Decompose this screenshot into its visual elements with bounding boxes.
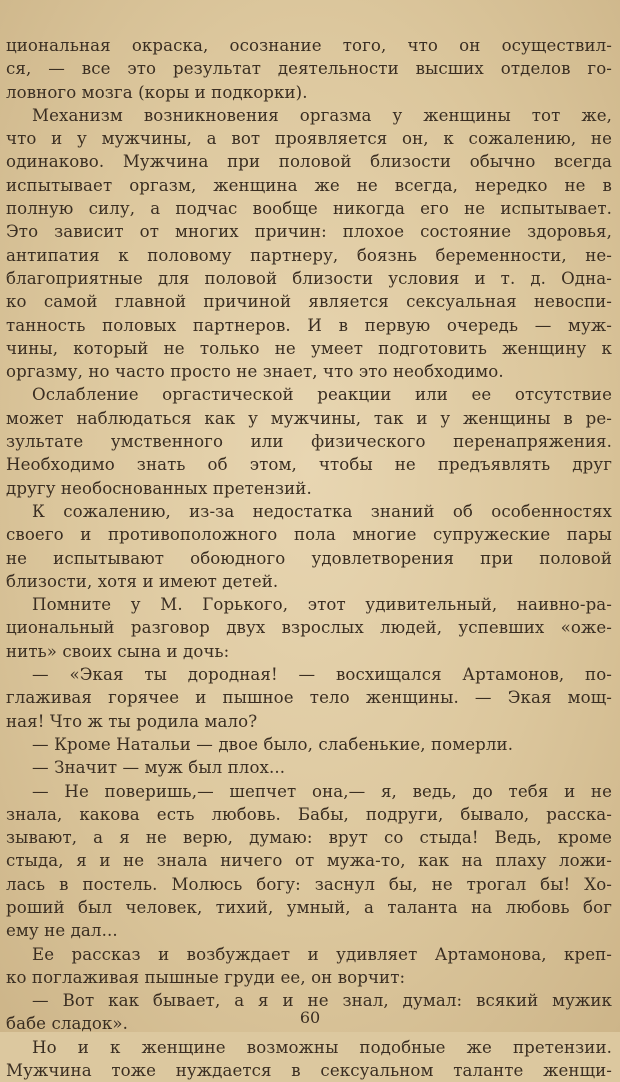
text-line: что и у мужчины, а вот проявляется он, к сожалению, не: [6, 129, 612, 149]
text-line: глаживая горячее и пышное тело женщины. — Экая мощ-: [6, 688, 612, 708]
text-line: одинаково. Мужчина при половой близости обычно всегда: [6, 152, 612, 172]
text-line: роший был человек, тихий, умный, а таланта на любовь бог: [6, 897, 612, 917]
text-line: ная! Что ж ты родила мало?: [6, 711, 258, 731]
text-line: ко самой главной причиной является сексуальная невоспи-: [6, 292, 612, 312]
text-line: Необходимо знать об этом, чтобы не предъявлять друг: [6, 455, 612, 475]
text-line: испытывает оргазм, женщина же не всегда, нередко не в: [6, 175, 612, 195]
text-line: чины, который не только не умеет подготовить женщину к: [6, 338, 612, 358]
text-line: знала, какова есть любовь. Бабы, подруги, бывало, расска-: [6, 804, 612, 824]
text-line: ему не дал...: [6, 921, 118, 941]
text-line: Ее рассказ и возбуждает и удивляет Артамонова, креп-: [32, 944, 612, 964]
text-line: полную силу, а подчас вообще никогда его не испытывает.: [6, 199, 612, 219]
text-line: — «Экая ты дородная! — восхищался Артамонов, по-: [32, 665, 612, 685]
text-line: Мужчина тоже нуждается в сексуальном таланте женщи-: [6, 1061, 612, 1081]
text-line: оргазму, но часто просто не знает, что это необходимо.: [6, 362, 504, 382]
text-line: бабе сладок».: [6, 1014, 129, 1034]
text-line: К сожалению, из-за недостатка знаний об особенностях: [32, 501, 612, 521]
text-line: Это зависит от многих причин: плохое состояние здоровья,: [6, 222, 612, 242]
text-line: стыда, я и не знала ничего от мужа-то, как на плаху ложи-: [6, 851, 612, 871]
text-line: не испытывают обоюдного удовлетворения при половой: [6, 548, 612, 568]
text-line: антипатия к половому партнеру, боязнь беременности, не-: [6, 245, 612, 265]
text-line: танность половых партнеров. И в первую очередь — муж-: [6, 315, 612, 335]
text-line: лась в постель. Молюсь богу: заснул бы, не трогал бы! Хо-: [6, 874, 612, 894]
text-line: зультате умственного или физического перенапряжения.: [6, 432, 612, 452]
text-line: другу необоснованных претензий.: [6, 478, 312, 498]
text-line: может наблюдаться как у мужчины, так и у женщины в ре-: [6, 408, 612, 428]
text-line: Ослабление оргастической реакции или ее отсутствие: [32, 385, 612, 405]
text-line: Помните у М. Горького, этот удивительный, наивно-ра-: [32, 595, 612, 615]
page-number: 60: [299, 1008, 321, 1027]
text-line: Но и к женщине возможны подобные же претензии.: [32, 1037, 612, 1057]
body-text: [6, 34, 612, 1082]
text-line: — Вот как бывает, а я и не знал, думал: всякий мужик: [32, 991, 612, 1011]
text-line: Механизм возникновения оргазма у женщины тот же,: [32, 105, 612, 125]
text-line: ко поглаживая пышные груди ее, он ворчит:: [6, 967, 406, 987]
text-line: зывают, а я не верю, думаю: врут со стыда! Ведь, кроме: [6, 828, 612, 848]
text-line: — Значит — муж был плох...: [32, 758, 286, 778]
text-line: своего и противоположного пола многие супружеские пары: [6, 525, 612, 545]
text-line: ловного мозга (коры и подкорки).: [6, 82, 308, 102]
text-line: — Не поверишь,— шепчет она,— я, ведь, до тебя и не: [32, 781, 612, 801]
text-line: нить» своих сына и дочь:: [6, 641, 230, 661]
text-line: близости, хотя и имеют детей.: [6, 571, 279, 591]
text-line: циональный разговор двух взрослых людей, успевших «оже-: [6, 618, 612, 638]
text-line: — Кроме Натальи — двое было, слабенькие, померли.: [32, 734, 514, 754]
text-line: циональная окраска, осознание того, что он осуществил-: [6, 36, 612, 55]
text-line: благоприятные для половой близости условия и т. д. Одна-: [6, 268, 612, 288]
text-line: ся, — все это результат деятельности высших отделов го-: [6, 59, 612, 79]
